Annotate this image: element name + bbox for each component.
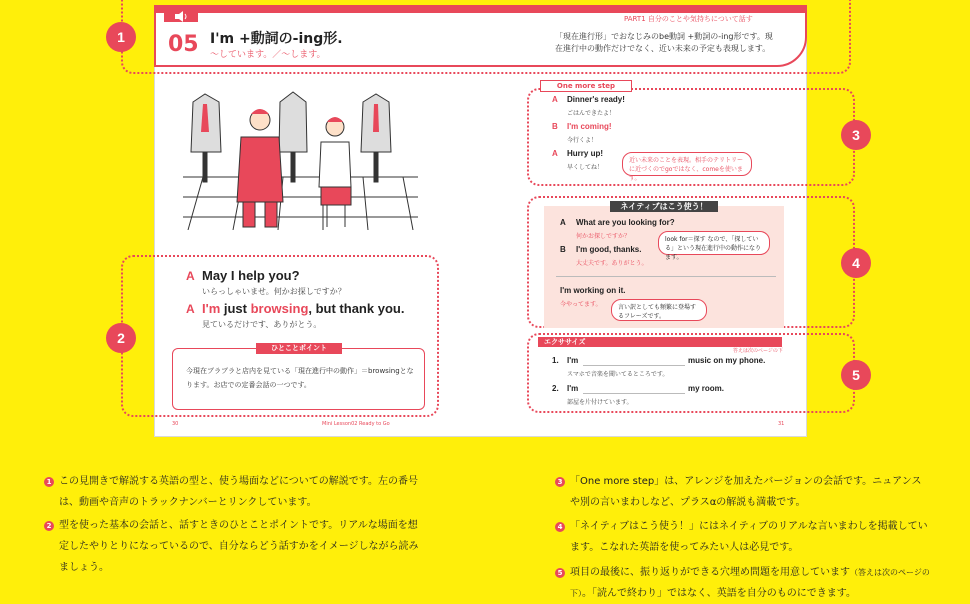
one-more-jp-1: ごはんできたよ！ <box>567 110 616 117</box>
note-bullet-5: 5 <box>555 568 565 578</box>
lesson-number: 05 <box>168 32 199 57</box>
native-jp-2: 大丈夫です。ありがとう。 <box>576 260 648 267</box>
note-5 <box>570 562 940 604</box>
native-divider <box>556 276 776 277</box>
native-en-1: What are you looking for? <box>576 218 675 227</box>
frame-1 <box>121 0 851 74</box>
lesson-title: I'm +動詞の-ing形. <box>210 31 343 47</box>
point-label: ひとことポイント <box>256 343 342 354</box>
dialogue-b-highlight: browsing <box>250 301 309 316</box>
note-5-main: 項目の最後に、振り返りができる穴埋め問題を用意しています <box>570 567 850 578</box>
native-jp-1: 何かお探しですか？ <box>576 233 631 240</box>
note-3: 「One more step」は、アレンジを加えたバージョンの会話です。ニュアンスや別の言いまわしなど、プラスαの解説も満載です。 <box>570 476 922 508</box>
speaker-b-label: A <box>186 302 195 316</box>
one-more-jp-2: 今行くよ！ <box>567 137 598 144</box>
exercise-1-blank[interactable] <box>583 365 685 366</box>
note-bullet-4: 4 <box>555 522 565 532</box>
note-4: 「ネイティブはこう使う！」にはネイティブのリアルな言いまわしを掲載しています。こなれた英語を使ってみたい人は必見です。 <box>570 521 928 553</box>
one-more-step-label: One more step <box>540 80 632 92</box>
note-bullet-2: 2 <box>44 521 54 531</box>
native-callout-2: 言い訳としても頻繁に登場するフレーズです。 <box>611 299 707 321</box>
note-2: 型を使った基本の会話と、話すときのひとことポイントです。リアルな場面を想定したやりとりになっているので、自分ならどう話すかをイメージしながら読みましょう。 <box>59 520 419 573</box>
note-5-aside: （答えは次のページの下） <box>570 568 930 598</box>
header-description: 「現在進行形」でおなじみのbe動詞 +動詞の-ing形です。現在進行中の動作だけでなく、近い未来の予定も表現します。 <box>555 32 773 53</box>
one-more-speaker-1: A <box>552 95 558 104</box>
native-callout-1: look for＝探す なので、「探している」という現在進行中の動作になります。 <box>658 231 770 255</box>
marker-4: 4 <box>841 248 871 278</box>
point-text: 今現在ブラブラと店内を見ている「現在進行中の動作」＝browsingとなります。お店での定番会話の一つです。 <box>186 367 414 389</box>
one-more-speaker-2: B <box>552 122 558 131</box>
native-extra-en: I'm working on it. <box>560 286 626 295</box>
page-number-right: 31 <box>778 421 785 427</box>
note-5-end: 。「読んで終わり」ではなく、英語を自分のものにできます。 <box>582 588 856 599</box>
page-number-left: 30 <box>172 421 179 427</box>
note-bullet-1: 1 <box>44 477 54 487</box>
exercise-label: エクササイズ <box>544 338 586 346</box>
dialogue-a-japanese: いらっしゃいませ。何かお探しですか？ <box>202 287 346 296</box>
dialogue-b-english <box>202 301 404 316</box>
exercise-answer-note: 答えは次のページの下 <box>733 348 783 354</box>
lesson-subtitle: ～しています。／～します。 <box>210 50 326 60</box>
exercise-1-start: I'm <box>567 356 579 365</box>
note-1: この見開きで解説する英語の型と、使う場面などについての解説です。左の番号は、動画や音声のトラックナンバーとリンクしています。 <box>59 476 418 508</box>
exercise-1-end: music on my phone. <box>688 356 766 365</box>
marker-2: 2 <box>106 323 136 353</box>
exercise-2-blank[interactable] <box>583 393 685 394</box>
exercise-1-num: 1. <box>552 356 559 365</box>
one-more-callout: 近い未来のことを表現。相手のテリトリーに近づくのでgoではなく、comeを使います。 <box>622 152 752 176</box>
marker-3: 3 <box>841 120 871 150</box>
one-more-speaker-3: A <box>552 149 558 158</box>
exercise-1-jp: スマホで音楽を聞いてるところです。 <box>567 371 669 378</box>
dialogue-b-post: , but thank you. <box>308 301 405 316</box>
native-speaker-1: A <box>560 218 566 227</box>
one-more-en-2: I'm coming! <box>567 122 612 131</box>
dialogue-a-english: May I help you? <box>202 268 300 283</box>
native-speaker-2: B <box>560 245 566 254</box>
exercise-2-jp: 部屋を片付けています。 <box>567 399 633 406</box>
dialogue-b-japanese: 見ているだけです、ありがとう。 <box>202 320 322 329</box>
marker-1: 1 <box>106 22 136 52</box>
one-more-jp-3: 早くしてね！ <box>567 164 604 171</box>
note-bullet-3: 3 <box>555 477 565 487</box>
store-illustration <box>183 82 418 230</box>
dialogue-b-subject: I'm <box>202 301 221 316</box>
exercise-2-end: my room. <box>688 384 725 393</box>
exercise-2-num: 2. <box>552 384 559 393</box>
footer-center: Mini Lesson02 Ready to Go <box>322 421 390 427</box>
native-extra-jp: 今やってます。 <box>560 301 602 308</box>
dialogue-b-mid: just <box>220 301 251 316</box>
part-label: PART1 自分のことや気持ちについて話す <box>624 15 753 23</box>
one-more-en-3: Hurry up! <box>567 149 603 158</box>
native-en-2: I'm good, thanks. <box>576 245 642 254</box>
native-label: ネイティブはこう使う！ <box>610 201 718 212</box>
one-more-en-1: Dinner's ready! <box>567 95 625 104</box>
speaker-a-label: A <box>186 269 195 283</box>
exercise-2-start: I'm <box>567 384 579 393</box>
marker-5: 5 <box>841 360 871 390</box>
